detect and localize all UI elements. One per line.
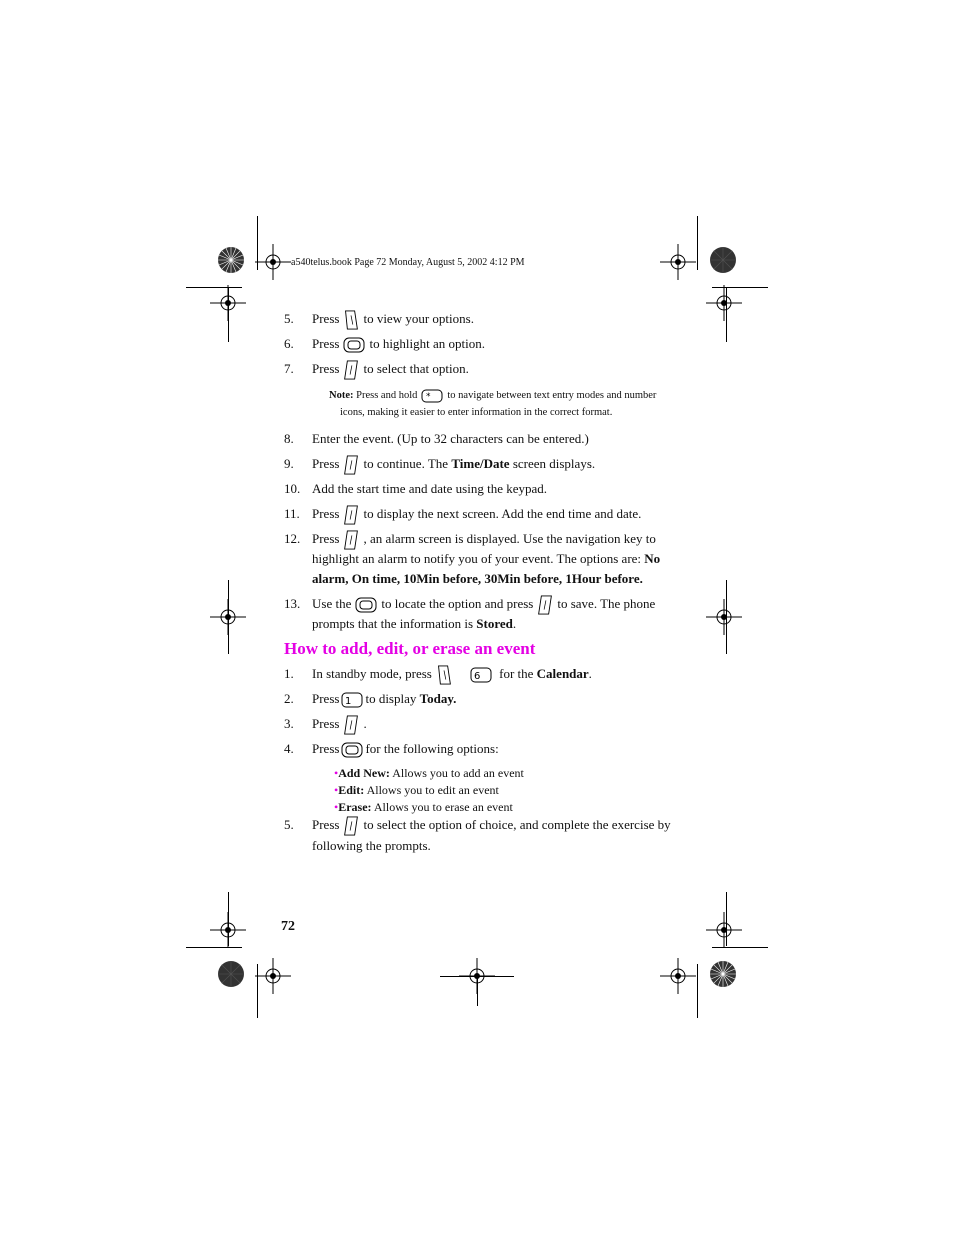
registration-mark-icon [660,244,696,280]
starburst-mark-icon [217,246,245,274]
note-line-2: icons, making it easier to enter information in the correct format. [340,407,613,418]
starburst-mark-icon [709,960,737,988]
navigation-key-icon [355,597,377,613]
registration-mark-icon [255,958,291,994]
registration-mark-icon [210,599,246,635]
svg-text:*: * [426,391,431,402]
svg-text:6: 6 [473,671,481,683]
registration-mark-icon [255,244,291,280]
svg-text:1: 1 [345,696,352,708]
registration-mark-icon [706,285,742,321]
ok-key-icon [343,360,359,380]
ok-key-icon [343,505,359,525]
one-key-icon [341,692,363,708]
starburst-mark-icon [709,246,737,274]
ok-key-icon [343,455,359,475]
ok-key-icon [343,715,359,735]
ok-key-icon [537,595,553,615]
star-key-icon [421,389,443,403]
registration-mark-icon [660,958,696,994]
ok-key-icon [343,816,359,836]
page-number: 72 [281,919,295,934]
page-header: a540telus.book Page 72 Monday, August 5, 2002 4:12 PM [291,257,525,268]
menu-key-icon [343,310,359,330]
registration-mark-icon [706,599,742,635]
ok-key-icon [343,530,359,550]
bullet-add-new: •Add New: Allows you to add an event [334,766,524,780]
navigation-key-icon [343,337,365,353]
section-heading: How to add, edit, or erase an event [284,639,536,658]
bullet-edit: •Edit: Allows you to edit an event [334,783,499,797]
registration-mark-icon [210,285,246,321]
menu-key-icon [436,665,452,685]
bullet-erase: •Erase: Allows you to erase an event [334,800,513,814]
navigation-key-icon [341,742,363,758]
note: Note: Press and hold * to navigate between text entry modes and number [329,390,657,402]
six-key-icon [470,667,492,683]
starburst-mark-icon [217,960,245,988]
registration-mark-icon [210,912,246,948]
registration-mark-icon [706,912,742,948]
